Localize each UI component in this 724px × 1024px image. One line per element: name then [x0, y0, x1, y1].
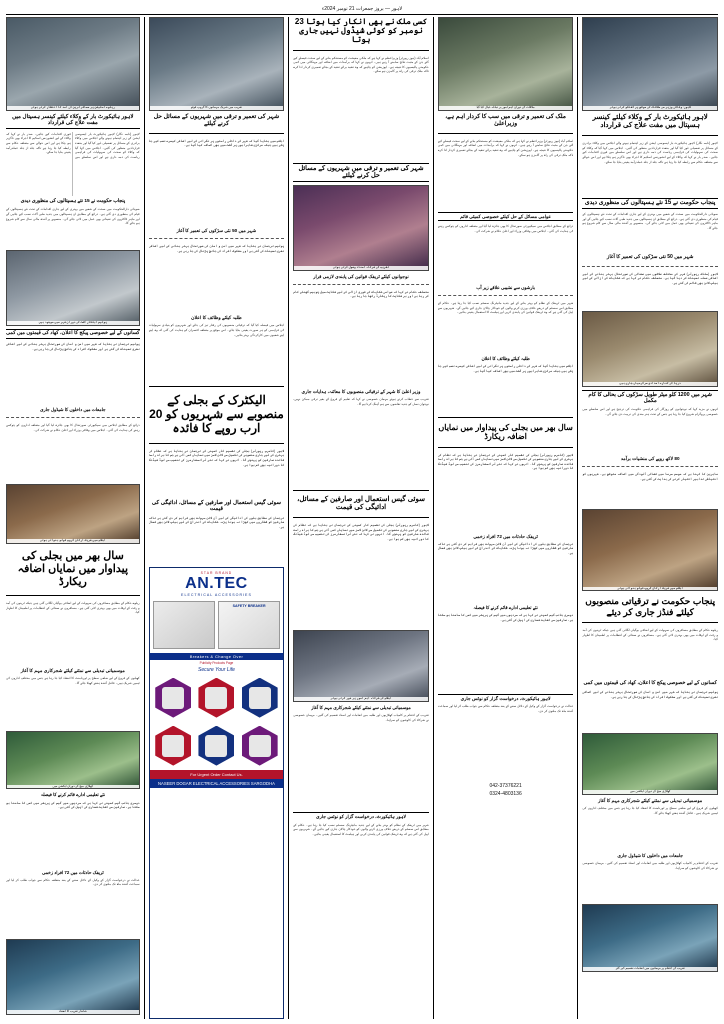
article-body-c3-2: متعلقہ حکام نے کہا کہ عوامی شکایات کے فوری ازالے کے لیے شکایت سیل چوبیس گھنٹے کام کر رہا ہے اور ہر شکایت کا ریکارڈ رکھا جا رہا ہے۔: [293, 289, 429, 299]
divider-dashed: [582, 266, 718, 267]
column-5: [6, 17, 140, 1019]
divider: [293, 517, 429, 518]
article-body-c4-0: لاہور (کامرس رپورٹر) بجلی کی تقسیم کار کمپنی کے ترجمان نے بتایا ہے کہ نظام کی بہتری کے لیے جاری منصوبے کی تکمیل سے لائن لاسز میں نمایاں کمی آئی ہے جس کا براہ راست فائدہ صارفین کو پہنچے گا۔ انہوں نے کہا کہ نئے ٹرانسفارمرز کی تنصیب سے لوڈ شیڈنگ کا دورانیہ بھی کم ہوا ہے۔: [437, 452, 574, 471]
subheadline-c1-1: عوامی مسائل کے حل کیلئے خصوصی کمیٹی قائم: [438, 212, 574, 221]
photo-meeting: [293, 630, 429, 702]
article-body-c2-2: ذرائع کے مطابق اجلاس میں سیکیورٹی صورتحال کا بھی جائزہ لیا گیا اور متعلقہ اداروں کو چوکس رہنے کی ہدایت کی گئی۔ اجلاس میں وفاقی وزراء اور اعلیٰ حکام نے شرکت کی۔: [437, 224, 574, 233]
mini-headline-c4-0: شہر میں 50 نئی سڑکوں کی تعمیر کا آغاز: [176, 227, 257, 233]
subheadline-c1-0: شہر میں 50 نئی سڑکوں کی تعمیر کا آغاز: [606, 253, 694, 260]
article-body-c3-1: اجلاس میں بتایا گیا کہ شہر کے داخلی راستوں پر نگرانی کے لیے اضافی کیمرے نصب کیے جا چکے ہیں جبکہ مرکزی شاہراہوں پر گشت میں بھی اضافہ کیا گیا ہے۔: [437, 364, 574, 373]
headline-c5-0: پنجاب حکومت نے ترقیاتی منصوبوں کیلئے فنڈز جاری کر دیئے: [585, 596, 716, 617]
contact-phone-2: 0324-4803136: [489, 790, 522, 797]
ad-brand-logo: [150, 575, 284, 593]
small-news-c1-0: لاہور (سٹاف رپورٹر) شہر کے مختلف علاقوں میں صفائی کی صورتحال بہتر بنانے کے لیے اضافی عملہ تعینات کر دیا گیا ہے۔ متعلقہ حکام نے کہا ہے کہ شکایات کے ازالے کے لیے ہیلپ لائن بھی قائم کی گئی ہے۔: [582, 271, 718, 286]
article-body-c4-1: ترجمان کے مطابق بلوں کی ادائیگی کے لیے آن لائن سہولت بھی فراہم کر دی گئی ہے تاکہ صارفین کو قطاروں میں کھڑا نہ ہونا پڑے۔ شکایات کے اندراج کے لیے ہیلپ لائن بھی فعال ہے۔: [437, 541, 574, 556]
ad-product-safety-breaker: [218, 601, 280, 649]
headline-c5-1b: کسانوں کے لیے خصوصی پیکج کا اعلان، کھاد کی قیمتوں میں کمی: [6, 329, 140, 339]
article-body-c1-1c: صوبائی دارالحکومت میں صحت کے شعبے میں بہتری کے لیے جاری اقدامات کے تحت نئے ہسپتالوں کے قیام کی منظوری دی گئی ہے۔ ذرائع کے مطابق ان ہسپتالوں میں جدید طبی آلات نصب کیے جائیں گے اور ماہر ڈاکٹروں کی تعیناتی بھی عمل میں لائی جائے گی۔ منصوبے پر آئندہ مالی سال سے کام شروع ہو جائے گا۔: [5, 207, 140, 226]
divider-dashed: [149, 238, 285, 239]
ad-hex-row-2: [150, 722, 284, 770]
ad-order-bar[interactable]: [150, 770, 284, 779]
article-body-c1-2: اجلاس میں فیصلہ کیا گیا کہ ترقیاتی منصوبوں کی رفتار تیز کی جائے اور شہریوں کو بنیادی سہولیات کی فراہمی کو ہر صورت یقینی بنایا جائے۔ اس موقع پر متعلقہ افسران کو ہدایت کی گئی کہ وہ اپنے اپنے شعبوں میں کارکردگی بہتر بنائیں۔: [148, 323, 285, 337]
divider: [582, 135, 718, 136]
advertisement[interactable]: [149, 567, 285, 1019]
article-body-c5-0b: ریلوے حکام کے مطابق مسافروں کی سہولت کے لیے اضافی بوگیاں لگائی گئی ہیں جبکہ ٹرینوں کی آمد و رفت کے اوقات میں بھی بہتری لائی گئی ہے۔ مسافروں نے صفائی کے انتظامات پر اطمینان کا اظہار کیا۔: [5, 601, 140, 615]
divider-dashed: [582, 466, 718, 467]
headline-c4-3: سال بھر میں بجلی کی پیداوار میں نمایاں اضافہ ریکارڈ: [438, 423, 573, 442]
masthead-line: لاہور — بروز جمعرات 21 نومبر 2024ء: [321, 6, 403, 12]
article-body-c5-1: پولیس ترجمان نے بتایا کہ شہر میں امن و امان کی صورتحال بہتر بنانے کے لیے اضافی نفری تعینات کی گئی ہے اور مشکوک افراد کی جانچ پڑتال کی جا رہی ہے۔: [582, 689, 718, 699]
feature-banner-left: سال بھر میں بجلی کی پیداوار میں نمایاں اضافہ ریکارڈ: [17, 550, 129, 589]
photo-caption: کھلاڑی میچ کے دوران ایکشن میں: [583, 790, 717, 794]
mini-headline-c4-1: طلبہ کیلئے وظائف کا اعلان: [191, 315, 242, 321]
headline-c1-0b: لاہور ہائیکورٹ بار کے وکلاء کیلئے کینسر ہسپتال میں مفت علاج کی قرارداد: [6, 114, 140, 129]
ad-footer-text: NASEER DOGAR ELECTRICAL ACCESSORIES SARGODHA: [158, 780, 275, 786]
article-body-c1-1: صوبائی دارالحکومت میں صحت کے شعبے میں بہتری کے لیے جاری اقدامات کے تحت نئے ہسپتالوں کے قیام کی منظوری دی گئی ہے۔ ذرائع کے مطابق ان ہسپتالوں میں جدید طبی آلات نصب کیے جائیں گے اور ماہر ڈاکٹروں کی تعیناتی بھی عمل میں لائی جائے گی۔ منصوبے پر آئندہ مالی سال سے کام شروع ہو جائے گا۔: [582, 211, 718, 230]
article-body-c3-3: تقریب سے خطاب کرتے ہوئے مہمان خصوصی نے کہا کہ تعلیم کے فروغ کے بغیر ترقی ممکن نہیں، نوجوان نسل کو جدید تقاضوں سے ہم آہنگ کرنا ہو گا۔: [293, 397, 429, 406]
mini-headline-c2-0: بارشوں سے نشیبی علاقے زیر آب: [476, 285, 535, 291]
page-grid: [6, 17, 718, 1019]
headline-c4-2: سوئی گیس استعمال اور صارفین کے مسائل، ادائیگی کی قیمت: [297, 496, 425, 512]
column-2: [438, 17, 574, 1019]
photo-bike: [6, 250, 140, 326]
headline-c5-2: موسمیاتی تبدیلی سے نمٹنے کیلئے شجرکاری مہم کا آغاز: [598, 797, 703, 803]
divider-dashed: [293, 284, 429, 285]
article-body-c5-1c: پولیس ترجمان نے بتایا کہ شہر میں امن و امان کی صورتحال بہتر بنانے کے لیے اضافی نفری تعینات کی گئی ہے اور مشکوک افراد کی جانچ پڑتال کی جا رہی ہے۔: [5, 342, 140, 351]
ad-order-text: For Urgent Order Contact Us.: [190, 771, 243, 777]
ad-hex-row-1: [150, 674, 284, 722]
ad-hex-product-4: [155, 726, 191, 766]
article-body-c5-1b: پولیس ترجمان نے بتایا کہ شہر میں امن و امان کی صورتحال بہتر بنانے کے لیے اضافی نفری تعینات کی گئی ہے اور مشکوک افراد کی جانچ پڑتال کی جا رہی ہے۔: [148, 244, 285, 253]
article-body-c2-0: اسلام آباد (نیوز رپورٹر) وزیراعظم نے کہا ہے کہ ملکی معیشت کو مستحکم بنانے کے لیے سخت فیصلے کیے گئے جن کے مثبت نتائج سامنے آ رہے ہیں۔ انہوں نے کہا کہ برآمدات میں اضافہ اور مہنگائی میں کمی حکومتی پالیسیوں کا نتیجہ ہے۔ اپوزیشن کو چاہیے کہ وہ تنقید برائے تنقید کے بجائے تعمیری کردار ادا کرے تاکہ ملک ترقی کی راہ پر گامزن ہو سکے۔: [437, 138, 574, 157]
divider: [438, 417, 574, 418]
divider-dashed: [6, 417, 140, 418]
divider: [293, 50, 429, 51]
headline-c2-0: ملک کی تعمیر و ترقی میں سب کا کردار اہم ہے، وزیراعلیٰ: [445, 114, 566, 127]
headline-c2-1: شہر میں 1200 کلو میٹر طویل سڑکوں کی بحالی کا کام مکمل: [582, 390, 718, 404]
photo-caption: پولیس اہلکار گشت کے دوران شہر میں موجود ہیں: [7, 321, 139, 325]
ad-product-row: [150, 597, 284, 653]
mini-headline-c5-0b: جامعات میں داخلوں کا شیڈول جاری: [40, 407, 106, 413]
ad-band-subtext: Publicity Products Page: [199, 660, 234, 665]
headline-c2-top: کسی ملک نے بھی انکار کیا ہوتا 23 نومبر کو کوئی شیڈول نہیں جاری ہوتا: [294, 17, 428, 45]
article-body-c2-1: انہوں نے مزید کہا کہ نوجوانوں کو روزگار کی فراہمی حکومت کی ترجیح ہے اور اس سلسلے میں خصوصی پروگرام شروع کیا جا رہا ہے جس کے تحت ہنر مندی کی تربیت دی جائے گی۔: [582, 407, 718, 416]
column-divider: [433, 17, 434, 1019]
small-news-c1-1: ماہرین کا کہنا ہے کہ موسم سرما میں فضائی آلودگی میں اضافہ متوقع ہے، شہریوں کو احتیاطی تدابیر اختیار کرنے کی ہدایت کی گئی ہے۔: [582, 472, 718, 482]
photo-caption: اجلاس میں شریک ارکان گروپ فوٹو بنواتے ہوئے: [7, 539, 139, 543]
photo-crowd: [149, 17, 285, 111]
photo-sport: [582, 733, 718, 795]
photo-caption: ریلوے اسٹیشن پر مسافر ٹرین کی آمد کا انتظار کرتے ہوئے: [7, 106, 139, 110]
photo-hall-2: [6, 484, 140, 544]
article-body-c1-0b: لاہور (نامہ نگار) لاہور ہائیکورٹ بار ایسوسی ایشن کے زیر اہتمام ہونے والے اجلاس میں وکلاء برادری کے مسائل پر تفصیلی غور کیا گیا اور متعدد قراردادیں منظور کی گئیں۔ اجلاس میں کہا گیا کہ وکلاء کو صحت کی سہولیات کی فراہمی ریاست کی ذمہ داری ہے اور اس سلسلے میں فوری اقدامات کیے جائیں۔ صدر بار نے کہا کہ وکلاء کے لیے انشورنس اسکیم کا اجراء بھی ناگزیر ہو چکا ہے اور اس حوالے سے متعلقہ حکام سے رابطہ کیا جا رہا ہے تاکہ جلد از جلد عملدرآمد یقینی بنایا جا سکے۔: [6, 131, 140, 160]
headline-c3-top: شہر کی تعمیر و ترقی میں شہریوں کے مسائل حل کرنے کیلئے: [293, 163, 429, 182]
mini-headline-c3: موسمیاتی تبدیلی سے نمٹنے کیلئے شجرکاری مہم کا آغاز: [311, 705, 411, 711]
photo-flood: [582, 311, 718, 387]
article-body-c3-0b: شہر میں ٹریفک کے نظام کو بہتر بنانے کے لیے جدید مانیٹرنگ سسٹم نصب کیا جا رہا ہے۔ حکام کے مطابق اس سسٹم کے ذریعے خلاف ورزی کرنے والوں کو خودکار چالان جاری کیے جائیں گے۔ شہریوں سے اپیل کی گئی ہے کہ وہ ٹریفک قوانین کی پابندی کریں اور ہیلمٹ کا استعمال یقینی بنائیں۔: [293, 822, 429, 836]
divider-dashed: [438, 295, 574, 296]
ad-band-breakers-text: Breakers & Change Over: [189, 653, 244, 659]
photo-stage: [582, 904, 718, 972]
divider: [149, 133, 285, 134]
photo-caption: دریا کے کنارے امدادی سرگرمیاں جاری ہیں: [583, 382, 717, 386]
article-body-c5-3b: تقریب کے اختتام پر کامیاب کھلاڑیوں اور طلبہ میں انعامات اور اسناد تقسیم کی گئیں۔ مہمان خصوصی نے شرکاء کی کاوشوں کو سراہا۔: [293, 713, 429, 722]
article-body-c4-3: عدالت نے درخواست گزار کے وکیل کے دلائل سننے کے بعد متعلقہ حکام سے جواب طلب کر لیا اور سماعت آئندہ ماہ تک ملتوی کر دی۔: [437, 704, 574, 713]
article-body-c5-2c: کھیلوں کے فروغ کے لیے ضلعی سطح پر ٹورنامنٹ کا انعقاد کیا جا رہا ہے جس میں مختلف اداروں کی ٹیمیں شریک ہیں۔ فائنل آئندہ ہفتے کھیلا جائے گا۔: [5, 676, 140, 686]
article-body-c4-0c: لاہور (کامرس رپورٹر) بجلی کی تقسیم کار کمپنی کے ترجمان نے بتایا ہے کہ نظام کی بہتری کے لیے جاری منصوبے کی تکمیل سے لائن لاسز میں نمایاں کمی آئی ہے جس کا براہ راست فائدہ صارفین کو پہنچے گا۔ انہوں نے کہا کہ نئے ٹرانسفارمرز کی تنصیب سے لوڈ شیڈنگ کا دورانیہ بھی کم ہوا ہے۔: [148, 448, 285, 467]
mini-headline-c5-1: نئے تعلیمی ادارے قائم کرنے کا فیصلہ: [473, 604, 538, 610]
column-divider: [577, 17, 578, 1019]
ad-footer-bar: [150, 779, 284, 788]
headline-c1-0: لاہور ہائیکورٹ بار کے وکلاء کیلئے کینسر ہسپتال میں مفت علاج کی قرارداد: [592, 114, 708, 130]
contact-phone-1: 042-37376221: [489, 783, 522, 790]
headline-c5-2b: موسمیاتی تبدیلی سے نمٹنے کیلئے شجرکاری مہم کا آغاز: [20, 668, 125, 674]
photo-interview: [582, 17, 718, 111]
mini-headline-c1-1b: ٹریفک حادثات میں 72 افراد زخمی: [41, 869, 104, 875]
article-body-c4-3b: عدالت نے درخواست گزار کے وکیل کے دلائل سننے کے بعد متعلقہ حکام سے جواب طلب کر لیا اور سماعت آئندہ ماہ تک ملتوی کر دی۔: [5, 877, 140, 887]
photo-caption: کھلاڑی میچ کے دوران ایکشن میں: [7, 785, 139, 789]
headline-c3-mid: نوجوانوں کیلئے ٹریفک قوانین کی پابندی لازمی قرار: [313, 273, 409, 279]
headline-c5-1: کسانوں کے لیے خصوصی پیکج کا اعلان، کھاد کی قیمتوں میں کمی: [583, 680, 717, 687]
mini-headline-c2-1: طلبہ کیلئے وظائف کا اعلان: [481, 356, 530, 362]
article-body-c2-2b: ذرائع کے مطابق اجلاس میں سیکیورٹی صورتحال کا بھی جائزہ لیا گیا اور متعلقہ اداروں کو چوکس رہنے کی ہدایت کی گئی۔ اجلاس میں وفاقی وزراء اور اعلیٰ حکام نے شرکت کی۔: [5, 423, 140, 432]
ad-hex-product-1: [155, 678, 191, 718]
photo-office: [438, 17, 574, 111]
photo-caption: ملاقات کے دوران اہم امور پر تبادلہ خیال کیا گیا: [439, 106, 573, 110]
photo-sport-2: [6, 731, 140, 789]
divider: [149, 443, 285, 444]
article-body-c4-1b: ترجمان کے مطابق بلوں کی ادائیگی کے لیے آن لائن سہولت بھی فراہم کر دی گئی ہے تاکہ صارفین کو قطاروں میں کھڑا نہ ہونا پڑے۔ شکایات کے اندراج کے لیے ہیلپ لائن بھی فعال ہے۔: [148, 515, 285, 529]
headline-c4-2b: سوئی گیس استعمال اور صارفین کے مسائل، ادائیگی کی قیمت: [151, 499, 282, 513]
photo-train: [6, 17, 140, 111]
contact-block: [438, 783, 574, 798]
headline-c4-4: لاہور ہائیکورٹ، درخواست گزار کو نوٹس جاری: [438, 694, 574, 701]
photo-hall: [582, 509, 718, 591]
divider: [582, 622, 718, 623]
photo-caption: تقریب کے شرکاء اسناد وصول کرتے ہوئے: [294, 266, 428, 270]
ad-slogan: Secure Your Life: [198, 666, 235, 673]
headline-c3-low: وزیر اعلیٰ کا شہر کے ترقیاتی منصوبوں کا معائنہ، ہدایات جاری: [301, 388, 421, 394]
article-body-c1-0: لاہور (نامہ نگار) لاہور ہائیکورٹ بار ایسوسی ایشن کے زیر اہتمام ہونے والے اجلاس میں وکلاء برادری کے مسائل پر تفصیلی غور کیا گیا اور متعدد قراردادیں منظور کی گئیں۔ اجلاس میں کہا گیا کہ وکلاء کو صحت کی سہولیات کی فراہمی ریاست کی ذمہ داری ہے اور اس سلسلے میں فوری اقدامات کیے جائیں۔ صدر بار نے کہا کہ وکلاء کے لیے انشورنس اسکیم کا اجراء بھی ناگزیر ہو چکا ہے اور اس حوالے سے متعلقہ حکام سے رابطہ کیا جا رہا ہے تاکہ جلد از جلد عملدرآمد یقینی بنایا جا سکے۔: [582, 141, 718, 164]
article-body-c5-2: کھیلوں کے فروغ کے لیے ضلعی سطح پر ٹورنامنٹ کا انعقاد کیا جا رہا ہے جس میں مختلف اداروں کی ٹیمیں شریک ہیں۔ فائنل آئندہ ہفتے کھیلا جائے گا۔: [582, 806, 718, 815]
mini-headline-c5-1b: نئے تعلیمی ادارے قائم کرنے کا فیصلہ: [40, 792, 106, 798]
mini-headline-c1-1: ٹریفک حادثات میں 72 افراد زخمی: [473, 533, 538, 539]
divider: [149, 386, 285, 387]
ad-brand-subtitle: ELECTRICAL ACCESSORIES: [181, 592, 252, 597]
ad-brand-text: AN.TEC: [185, 574, 248, 592]
photo-caption: لاہور: وفاقی وزیر سے ملاقات کے موقع پر گفتگو کرتے ہوئے: [583, 106, 717, 110]
article-body-c4-0b: لاہور (کامرس رپورٹر) بجلی کی تقسیم کار کمپنی کے ترجمان نے بتایا ہے کہ نظام کی بہتری کے لیے جاری منصوبے کی تکمیل سے لائن لاسز میں نمایاں کمی آئی ہے جس کا براہ راست فائدہ صارفین کو پہنچے گا۔ انہوں نے کہا کہ نئے ٹرانسفارمرز کی تنصیب سے لوڈ شیڈنگ کا دورانیہ بھی کم ہوا ہے۔: [293, 523, 429, 542]
photo-caption: تقریب میں شریک مہمانوں کا گروپ فوٹو: [150, 106, 284, 110]
headline-c3-top-b: شہر کی تعمیر و ترقی میں شہریوں کے مسائل حل کرنے کیلئے: [153, 114, 280, 127]
ad-hex-product-5: [198, 726, 234, 766]
ad-safety-breaker-label: SAFETY BREAKER: [232, 603, 266, 608]
divider: [6, 595, 140, 596]
masthead: [6, 4, 718, 15]
divider: [293, 490, 429, 491]
ad-hex-product-6: [242, 726, 278, 766]
article-body-c3-1b: اجلاس میں بتایا گیا کہ شہر کے داخلی راستوں پر نگرانی کے لیے اضافی کیمرے نصب کیے جا چکے ہیں جبکہ مرکزی شاہراہوں پر گشت میں بھی اضافہ کیا گیا ہے۔: [148, 138, 285, 148]
article-body-c2-0b: اسلام آباد (نیوز رپورٹر) وزیراعظم نے کہا ہے کہ ملکی معیشت کو مستحکم بنانے کے لیے سخت فیصلے کیے گئے جن کے مثبت نتائج سامنے آ رہے ہیں۔ انہوں نے کہا کہ برآمدات میں اضافہ اور مہنگائی میں کمی حکومتی پالیسیوں کا نتیجہ ہے۔ اپوزیشن کو چاہیے کہ وہ تنقید برائے تنقید کے بجائے تعمیری کردار ادا کرے تاکہ ملک ترقی کی راہ پر گامزن ہو سکے۔: [293, 55, 429, 74]
photo-group: [293, 185, 429, 271]
photo-stage-2: [6, 939, 140, 1015]
photo-caption: تقریب کے اختتام پر مہمانوں میں انعامات تقسیم کیے گئے: [583, 967, 717, 971]
ad-product-breaker: [153, 601, 215, 649]
column-4: [149, 17, 285, 1019]
article-body-c4-2b: دوسری جانب گیس کمپنی نے کہا ہے کہ سردیوں میں گیس کے پریشر میں کمی کا سامنا ہو سکتا ہے، صارفین سے کفایت شعاری کی اپیل کی گئی ہے۔: [5, 800, 140, 810]
mini-headline-c5-0: جامعات میں داخلوں کا شیڈول جاری: [617, 853, 683, 859]
ad-tagline: STAR BRAND: [200, 570, 233, 575]
mini-headline-c1-0: 80 لاکھ روپے کی منشیات برآمد: [620, 456, 680, 462]
article-body-c5-3: تقریب کے اختتام پر کامیاب کھلاڑیوں اور طلبہ میں انعامات اور اسناد تقسیم کی گئیں۔ مہمان خصوصی نے شرکاء کی کاوشوں کو سراہا۔: [582, 861, 718, 870]
column-1: [582, 17, 718, 1019]
ad-header: [150, 568, 284, 597]
divider: [438, 447, 574, 448]
photo-caption: اجلاس کے شرکاء اہم امور پر غور کرتے ہوئے: [294, 697, 428, 701]
ad-hex-product-3: [242, 678, 278, 718]
photo-caption: اجلاس میں شریک ارکان گروپ فوٹو بنواتے ہوئے: [583, 587, 717, 591]
ad-hex-product-2: [198, 678, 234, 718]
ad-band-breakers: [150, 653, 284, 660]
column-divider: [288, 17, 289, 1019]
article-body-c5-0: ریلوے حکام کے مطابق مسافروں کی سہولت کے لیے اضافی بوگیاں لگائی گئی ہیں جبکہ ٹرینوں کی آمد و رفت کے اوقات میں بھی بہتری لائی گئی ہے۔ مسافروں نے صفائی کے انتظامات پر اطمینان کا اظہار کیا۔: [582, 628, 718, 642]
photo-caption: شاندار تقریب کا انعقاد: [7, 1010, 139, 1014]
divider: [438, 133, 574, 134]
headline-c4-4b: لاہور ہائیکورٹ، درخواست گزار کو نوٹس جاری: [293, 812, 429, 819]
column-3: [293, 17, 429, 1019]
article-body-c3-0: شہر میں ٹریفک کے نظام کو بہتر بنانے کے لیے جدید مانیٹرنگ سسٹم نصب کیا جا رہا ہے۔ حکام کے مطابق اس سسٹم کے ذریعے خلاف ورزی کرنے والوں کو خودکار چالان جاری کیے جائیں گے۔ شہریوں سے اپیل کی گئی ہے کہ وہ ٹریفک قوانین کی پابندی کریں اور ہیلمٹ کا استعمال یقینی بنائیں۔: [437, 301, 574, 315]
article-body-c4-2: دوسری جانب گیس کمپنی نے کہا ہے کہ سردیوں میں گیس کے پریشر میں کمی کا سامنا ہو سکتا ہے، صارفین سے کفایت شعاری کی اپیل کی گئی ہے۔: [437, 612, 574, 622]
headline-c1-1: پنجاب حکومت نے 15 نئے ہسپتالوں کی منظوری دیدی: [582, 198, 718, 209]
column-divider: [144, 17, 145, 1019]
feature-banner: الیکٹرک کے بجلی کے منصوبے سے شہریوں کو 20 ارب روپے کا فائدہ: [149, 393, 284, 435]
headline-c1-1b: پنجاب حکومت نے 15 نئے ہسپتالوں کی منظوری دیدی: [20, 198, 126, 204]
